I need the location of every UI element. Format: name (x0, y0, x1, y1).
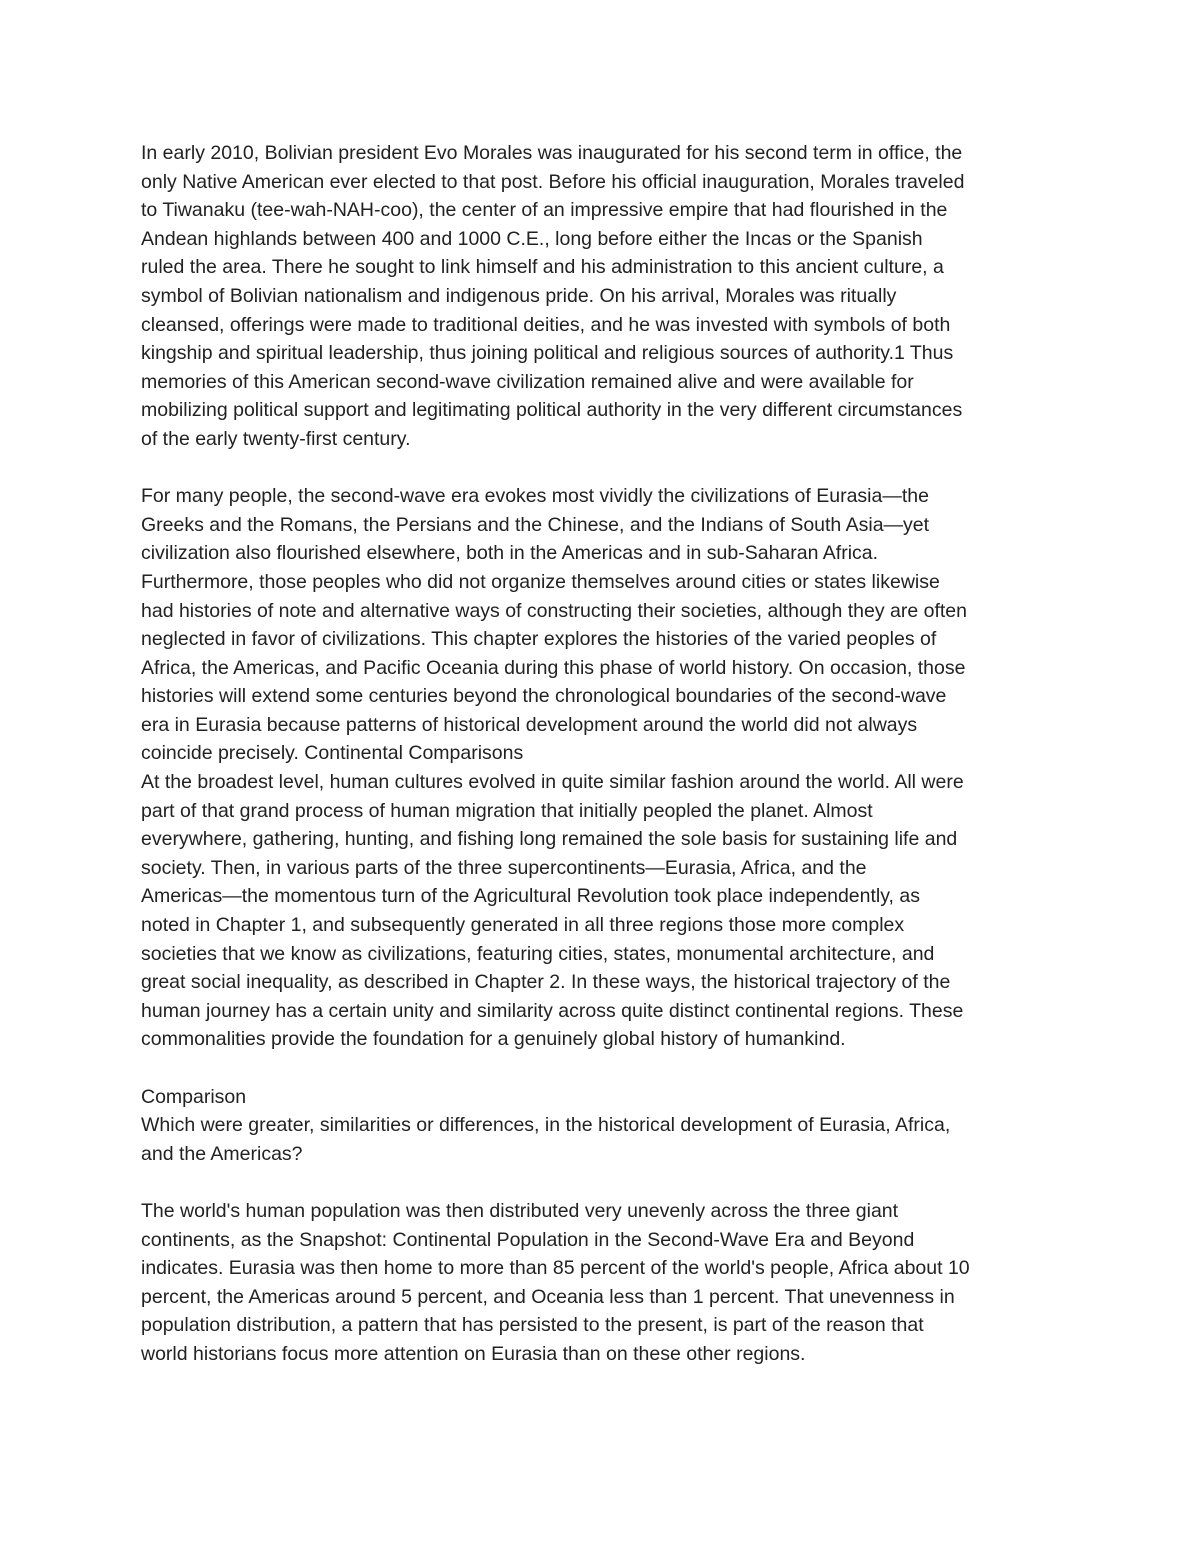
paragraph-continental-comparisons: For many people, the second-wave era evokes most vividly the civilizations of Eurasia—the Greeks and the Romans, the Persians and the Chinese, and the Indians of South Asia—yet civilization also flourished elsewhere, both in the Americas and in sub-Saharan Africa. Furthermore, those peoples who did not organize themselves around cities or states likewise had histories of note and alternative ways of constructing their societies, although they are often neglected in favor of civilizations. This chapter explores the histories of the varied peoples of Africa, the Americas, and Pacific Oceania during this phase of world history. On occasion, those histories will extend some centuries beyond the chronological boundaries of the second-wave era in Eurasia because patterns of historical development around the world did not always coincide precisely. Continental Comparisons At the broadest level, human cultures evolved in quite similar fashion around the world. All were part of that grand process of human migration that initially peopled the planet. Almost everywhere, gathering, hunting, and fishing long remained the sole basis for sustaining life and society. Then, in various parts of the three supercontinents—Eurasia, Africa, and the Americas—the momentous turn of the Agricultural Revolution took place independently, as noted in Chapter 1, and subsequently generated in all three regions those more complex societies that we know as civilizations, featuring cities, states, monumental architecture, and great social inequality, as described in Chapter 2. In these ways, the historical trajectory of the human journey has a certain unity and similarity across quite distinct continental regions. These commonalities provide the foundation for a genuinely global history of humankind. (141, 485, 967, 1051)
paragraph-gap (141, 1168, 1063, 1197)
paragraph-gap (141, 454, 1063, 483)
paragraph-population-distribution: The world's human population was then distributed very unevenly across the three giant continents, as the Snapshot: Continental Population in the Second-Wave Era and Beyond indicates. Eurasia was then home to more than 85 percent of the world's people, Africa about 10 percent, the Americas around 5 percent, and Oceania less than 1 percent. That unevenness in population distribution, a pattern that has persisted to the present, is part of the reason that world historians focus more attention on Eurasia than on these other regions. (141, 1199, 970, 1365)
paragraph-morales-inauguration: In early 2010, Bolivian president Evo Morales was inaugurated for his second term in office, the only Native American ever elected to that post. Before his official inauguration, Morales traveled to Tiwanaku (tee-wah-NAH-coo), the center of an impressive empire that had flourished in the Andean highlands between 400 and 1000 C.E., long before either the Incas or the Spanish ruled the area. There he sought to link himself and his administration to this ancient culture, a symbol of Bolivian nationalism and indigenous pride. On his arrival, Morales was ritually cleansed, offerings were made to traditional deities, and he was invested with symbols of both kingship and spiritual leadership, thus joining political and religious sources of authority.1 Thus memories of this American second-wave civilization remained alive and were available for mobilizing political support and legitimating political authority in the very different circumstances of the early twenty-first century. (141, 142, 965, 450)
paragraph-comparison-question: Comparison Which were greater, similarities or differences, in the historical development of Eurasia, Africa, and the Americas? (141, 1085, 951, 1165)
document-page (141, 139, 1063, 1369)
paragraph-gap (141, 1054, 1063, 1083)
